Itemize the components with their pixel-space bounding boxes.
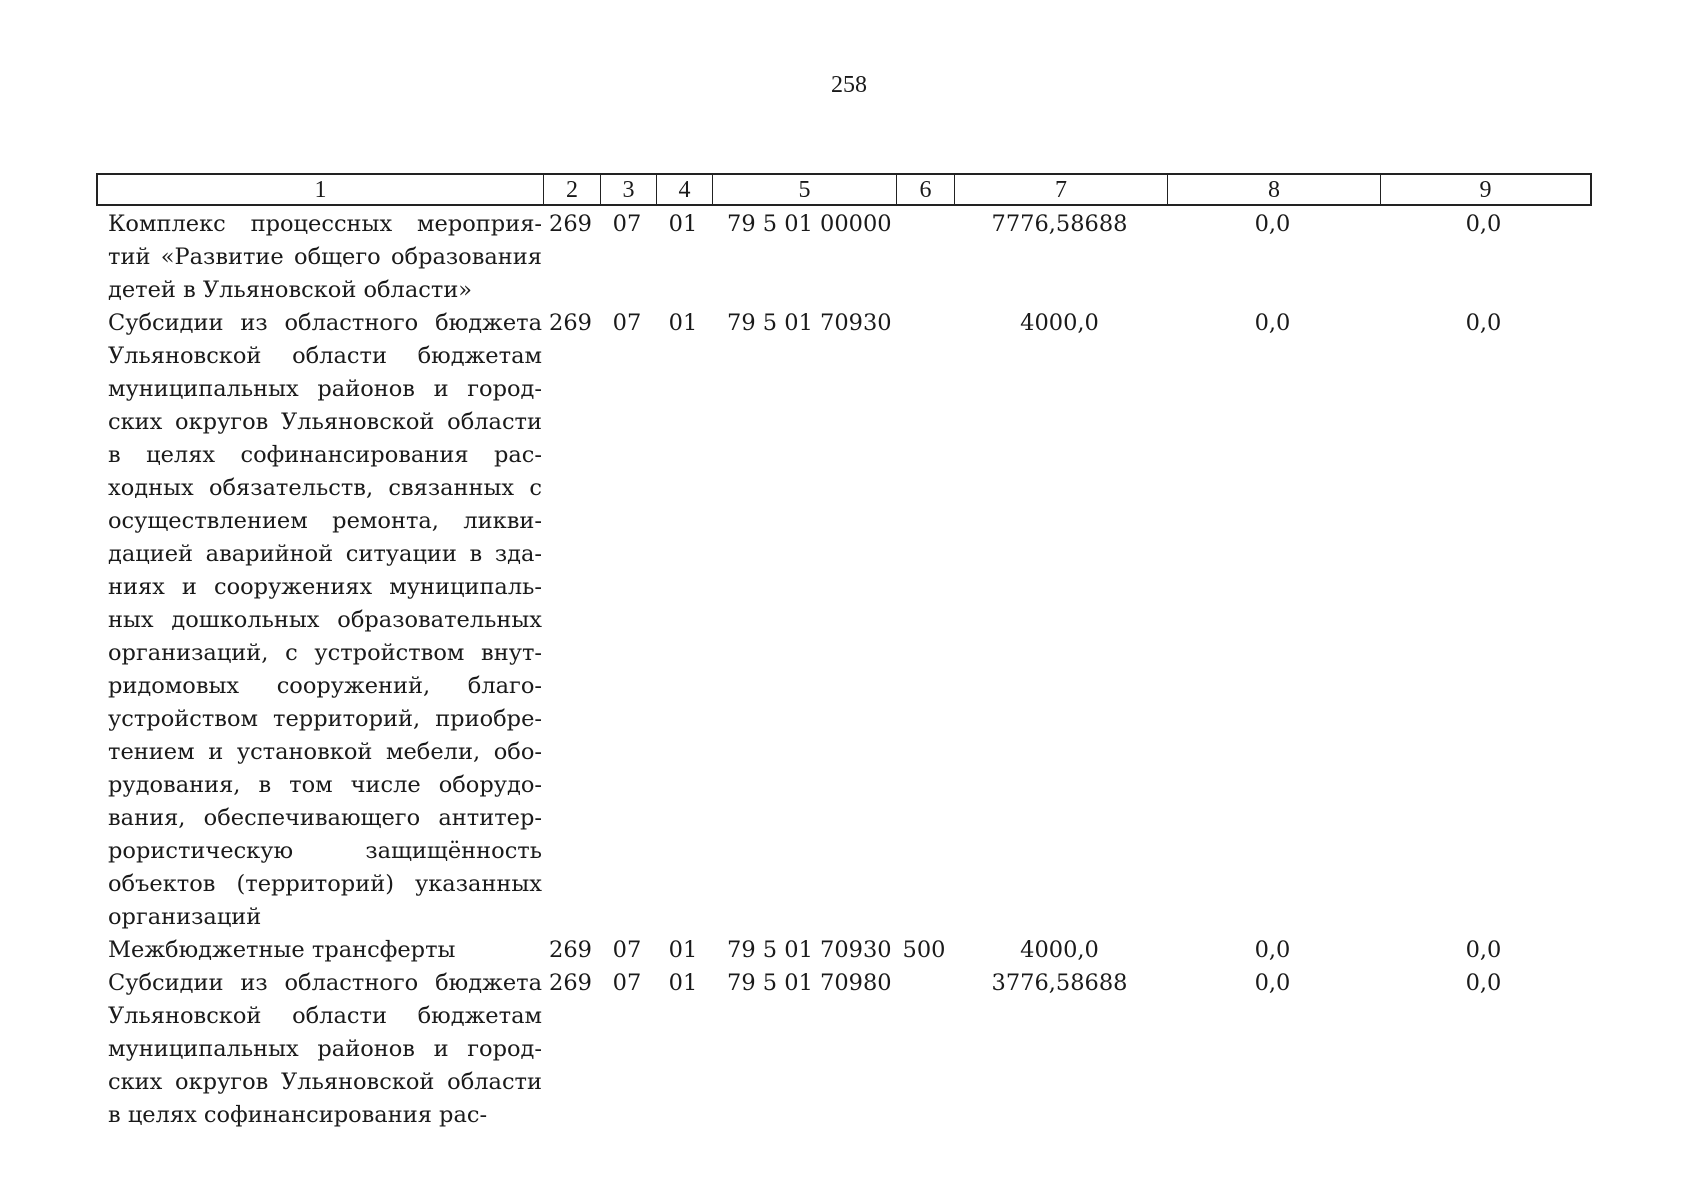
table-header [96,173,1592,206]
cell-col-7: 7776,58688 [991,211,1128,237]
cell-col-2: 269 [549,310,592,336]
cell-col-5: 79 5 01 70980 [727,970,892,996]
row-name-line: Комплекс процессных мероприя- [108,211,542,237]
cell-col-8: 0,0 [1254,937,1291,963]
row-name-line: ских округов Ульяновской области [108,409,542,435]
table-body [96,208,1588,1132]
table-row [96,967,1588,1132]
row-name-line: Субсидии из областного бюджета [108,970,542,996]
row-name-line: ходных обязательств, связанных с [108,475,542,501]
row-name-line: муниципальных районов и город- [108,1036,542,1062]
row-name [96,934,542,967]
row-name-line: устройством территорий, приобре- [108,706,542,732]
row-name-line: в целях софинансирования рас- [108,1102,488,1128]
row-name-line: ридомовых сооружений, благо- [108,673,542,699]
cell-col-8: 0,0 [1254,970,1291,996]
row-name-line: дацией аварийной ситуации в зда- [108,541,542,567]
cell-col-7: 4000,0 [1020,937,1099,963]
row-name-line: рористическую защищённость [108,838,542,864]
row-name-line: тением и установкой мебели, обо- [108,739,542,765]
cell-col-2: 269 [549,211,592,237]
row-name-line: Ульяновской области бюджетам [108,1003,542,1029]
row-name-line: тий «Развитие общего образования [108,244,542,270]
column-header-1: 1 [98,175,544,204]
cell-col-9: 0,0 [1465,310,1502,336]
column-header-2: 2 [544,175,601,204]
column-header-7: 7 [955,175,1168,204]
row-name-line: организаций, с устройством внут- [108,640,542,666]
cell-col-5: 79 5 01 70930 [727,310,892,336]
cell-col-4: 01 [668,937,698,963]
cell-col-2: 269 [549,970,592,996]
row-name-line: Межбюджетные трансферты [108,937,456,963]
cell-col-5: 79 5 01 00000 [727,211,892,237]
row-name-line: муниципальных районов и город- [108,376,542,402]
cell-col-3: 07 [612,970,642,996]
column-header-6: 6 [897,175,955,204]
cell-col-4: 01 [668,970,698,996]
table-row [96,307,1588,934]
cell-col-3: 07 [612,310,642,336]
cell-col-8: 0,0 [1254,310,1291,336]
row-name-line: объектов (территорий) указанных [108,871,542,897]
cell-col-5: 79 5 01 70930 [727,937,892,963]
row-name [96,208,542,307]
column-header-4: 4 [657,175,713,204]
row-name-line: организаций [108,904,262,930]
column-header-9: 9 [1479,177,1492,203]
column-header-5: 5 [713,175,897,204]
row-name-line: ных дошкольных образовательных [108,607,542,633]
row-name [96,307,542,934]
row-name-line: осуществлением ремонта, ликви- [108,508,542,534]
column-header-3: 3 [601,175,657,204]
cell-col-6: 500 [902,937,946,963]
row-name-line: ских округов Ульяновской области [108,1069,542,1095]
cell-col-3: 07 [612,937,642,963]
row-name-line: Ульяновской области бюджетам [108,343,542,369]
cell-col-9: 0,0 [1465,970,1502,996]
cell-col-4: 01 [668,310,698,336]
row-name-line: в целях софинансирования рас- [108,442,542,468]
column-header-8: 8 [1168,175,1381,204]
row-name-line: вания, обеспечивающего антитер- [108,805,542,831]
row-name [96,967,542,1132]
row-name-line: рудования, в том числе оборудо- [108,772,542,798]
page-number: 258 [831,72,867,98]
cell-col-7: 4000,0 [1020,310,1099,336]
cell-col-2: 269 [549,937,592,963]
table-row [96,208,1588,307]
cell-col-9: 0,0 [1465,937,1502,963]
table-row [96,934,1588,967]
cell-col-3: 07 [612,211,642,237]
cell-col-8: 0,0 [1254,211,1291,237]
cell-col-4: 01 [668,211,698,237]
row-name-line: ниях и сооружениях муниципаль- [108,574,542,600]
row-name-line: Субсидии из областного бюджета [108,310,542,336]
row-name-line: детей в Ульяновской области» [108,277,473,303]
cell-col-7: 3776,58688 [991,970,1128,996]
cell-col-9: 0,0 [1465,211,1502,237]
